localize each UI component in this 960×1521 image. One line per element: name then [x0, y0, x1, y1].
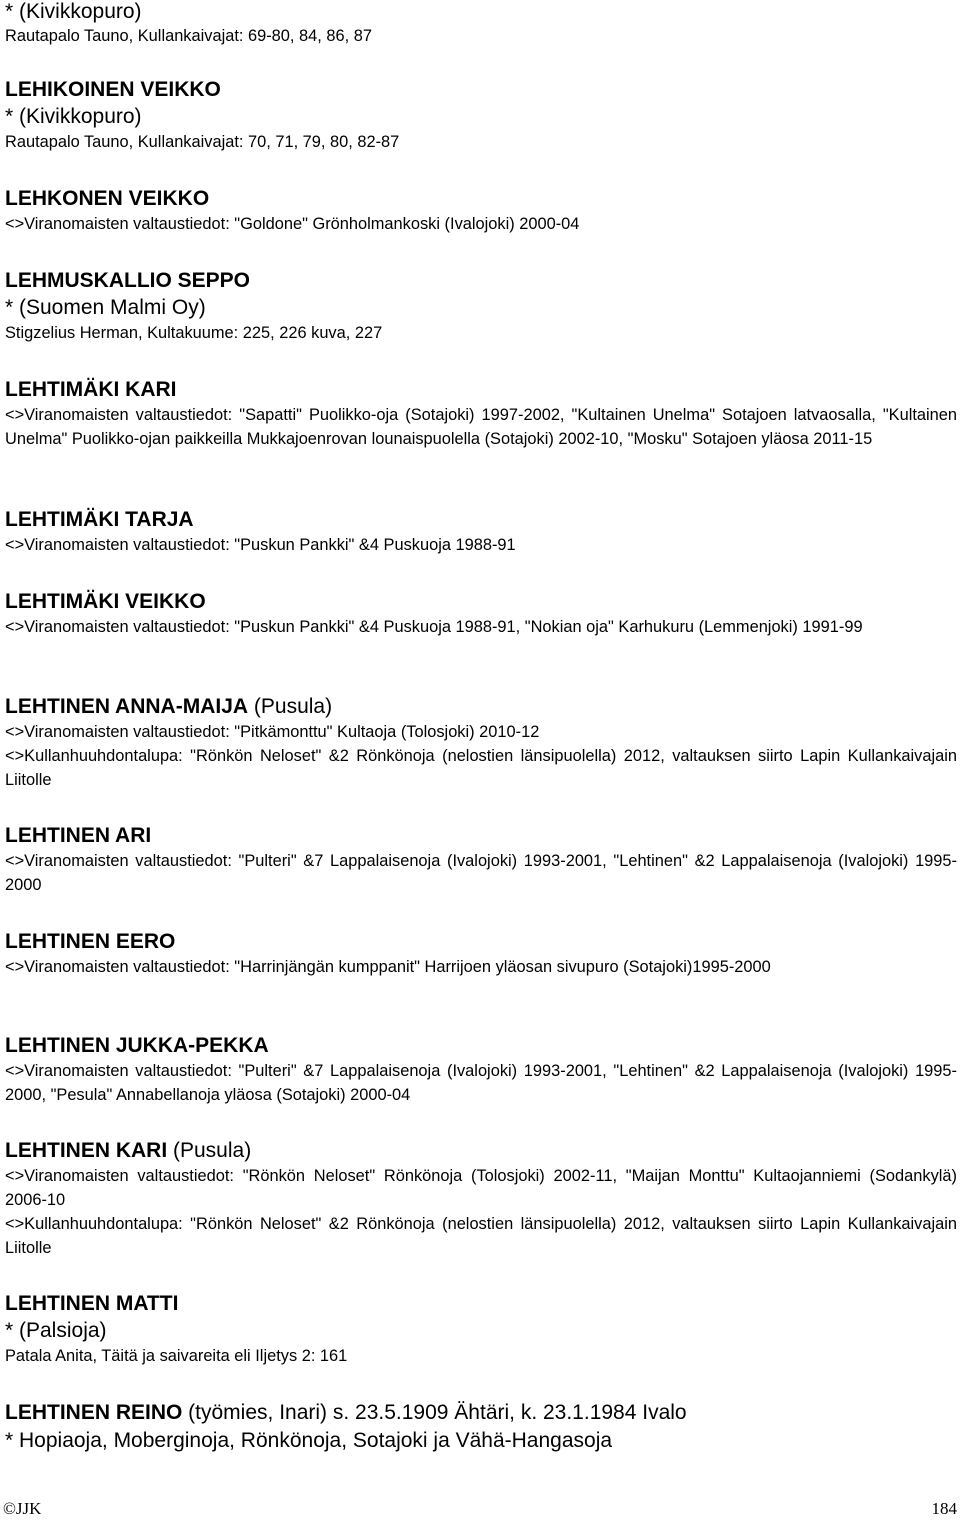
entry-claim-line: <>Viranomaisten valtaustiedot: "Puskun Pankki" &4 Puskuoja 1988-91: [5, 536, 516, 554]
entry-claim-line: <>Viranomaisten valtaustiedot: "Rönkön Neloset" Rönkönoja (Tolosjoki) 2002-11, "Maijan Monttu" Kultaojanniemi (Sodankylä) 2006-10: [5, 1167, 957, 1209]
entry-name: LEHTINEN KARI (Pusula): [5, 1139, 252, 1162]
entry-name: LEHTINEN MATTI: [5, 1292, 179, 1315]
entry-source-line: Rautapalo Tauno, Kullankaivajat: 69-80, 84, 86, 87: [5, 27, 372, 45]
entry-reference: * (Kivikkopuro): [5, 0, 142, 23]
entry-name: LEHMUSKALLIO SEPPO: [5, 269, 251, 292]
entry-name: LEHTINEN EERO: [5, 930, 176, 953]
entry-claim-line: <>Viranomaisten valtaustiedot: "Pitkämonttu" Kultaoja (Tolosjoki) 2010-12: [5, 723, 540, 741]
entry-lehtinen-jukka-pekka: [5, 1033, 957, 1107]
entry-source-line: Stigzelius Herman, Kultakuume: 225, 226 kuva, 227: [5, 324, 383, 342]
entry-claim-line: <>Viranomaisten valtaustiedot: "Pulteri" &7 Lappalaisenoja (Ivalojoki) 1993-2001, "Lehtinen" &2 Lappalaisenoja (Ivalojoki) 1995-2000: [5, 852, 957, 894]
entry-lehtinen-matti: [5, 1291, 957, 1368]
entry-reference: * (Kivikkopuro): [5, 105, 142, 128]
entry-reference: * (Suomen Malmi Oy): [5, 296, 206, 319]
copyright-notice: ©JJK: [3, 1499, 42, 1518]
entry-lehtimaki-kari: [5, 377, 957, 451]
entry-name: LEHTIMÄKI KARI: [5, 378, 177, 401]
entry-lehtinen-kari: [5, 1138, 957, 1260]
entry-claim-line: <>Viranomaisten valtaustiedot: "Sapatti" Puolikko-oja (Sotajoki) 1997-2002, "Kultainen Unelma" Sotajoen latvaosalla, "Kultainen Unelma" Puolikko-ojan paikkeilla Mukkajoenrovan lounaispuolella (Sotajoki) 2002-10, "Mosku" Sotajoen yläosa 2011-15: [5, 406, 957, 448]
entry-lehtinen-ari: [5, 823, 957, 897]
entry-lehtimaki-veikko: [5, 589, 957, 639]
entry-name: LEHTINEN REINO (työmies, Inari) s. 23.5.1909 Ähtäri, k. 23.1.1984 Ivalo: [5, 1401, 687, 1424]
page-footer: [0, 1499, 957, 1521]
entry-lehtinen-anna-maija: [5, 694, 957, 792]
entry-permit-line: <>Kullanhuuhdontalupa: "Rönkön Neloset" &2 Rönkönoja (nelostien länsipuolella) 2012, valtauksen siirto Lapin Kullankaivajain Liitolle: [5, 1215, 957, 1257]
entry-name: LEHTINEN ARI: [5, 824, 152, 847]
entry-continuation: [5, 0, 957, 48]
entry-name: LEHKONEN VEIKKO: [5, 187, 210, 210]
entry-name: LEHTIMÄKI VEIKKO: [5, 590, 206, 613]
entry-source-line: Rautapalo Tauno, Kullankaivajat: 70, 71, 79, 80, 82-87: [5, 133, 400, 151]
entry-name: LEHTINEN JUKKA-PEKKA: [5, 1034, 269, 1057]
entry-lehikoinen-veikko: [5, 77, 957, 154]
entry-claim-line: <>Viranomaisten valtaustiedot: "Puskun Pankki" &4 Puskuoja 1988-91, "Nokian oja" Karhukuru (Lemmenjoki) 1991-99: [5, 618, 863, 636]
entry-claim-line: <>Viranomaisten valtaustiedot: "Goldone" Grönholmankoski (Ivalojoki) 2000-04: [5, 215, 580, 233]
page-number: 184: [931, 1499, 957, 1518]
entry-source-line: Patala Anita, Täitä ja saivareita eli Iljetys 2: 161: [5, 1347, 348, 1365]
entry-name: LEHTIMÄKI TARJA: [5, 508, 194, 531]
entry-claim-line: <>Viranomaisten valtaustiedot: "Pulteri" &7 Lappalaisenoja (Ivalojoki) 1993-2001, "Lehtinen" &2 Lappalaisenoja (Ivalojoki) 1995-2000, "Pesula" Annabellanoja yläosa (Sotajoki) 2000-04: [5, 1062, 957, 1104]
entry-lehtimaki-tarja: [5, 507, 957, 557]
entry-reference: * (Palsioja): [5, 1319, 107, 1342]
entry-claim-line: <>Viranomaisten valtaustiedot: "Harrinjängän kumppanit" Harrijoen yläosan sivupuro (Sotajoki)1995-2000: [5, 958, 771, 976]
entry-permit-line: <>Kullanhuuhdontalupa: "Rönkön Neloset" &2 Rönkönoja (nelostien länsipuolella) 2012, valtauksen siirto Lapin Kullankaivajain Liitolle: [5, 747, 957, 789]
entry-lehtinen-reino: [5, 1399, 957, 1455]
entry-reference: * Hopiaoja, Moberginoja, Rönkönoja, Sotajoki ja Vähä-Hangasoja: [5, 1429, 613, 1452]
entry-lehmuskallio-seppo: [5, 268, 957, 345]
entry-lehkonen-veikko: [5, 186, 957, 236]
entry-name: LEHTINEN ANNA-MAIJA (Pusula): [5, 695, 333, 718]
entry-lehtinen-eero: [5, 929, 957, 979]
entry-name: LEHIKOINEN VEIKKO: [5, 78, 221, 101]
